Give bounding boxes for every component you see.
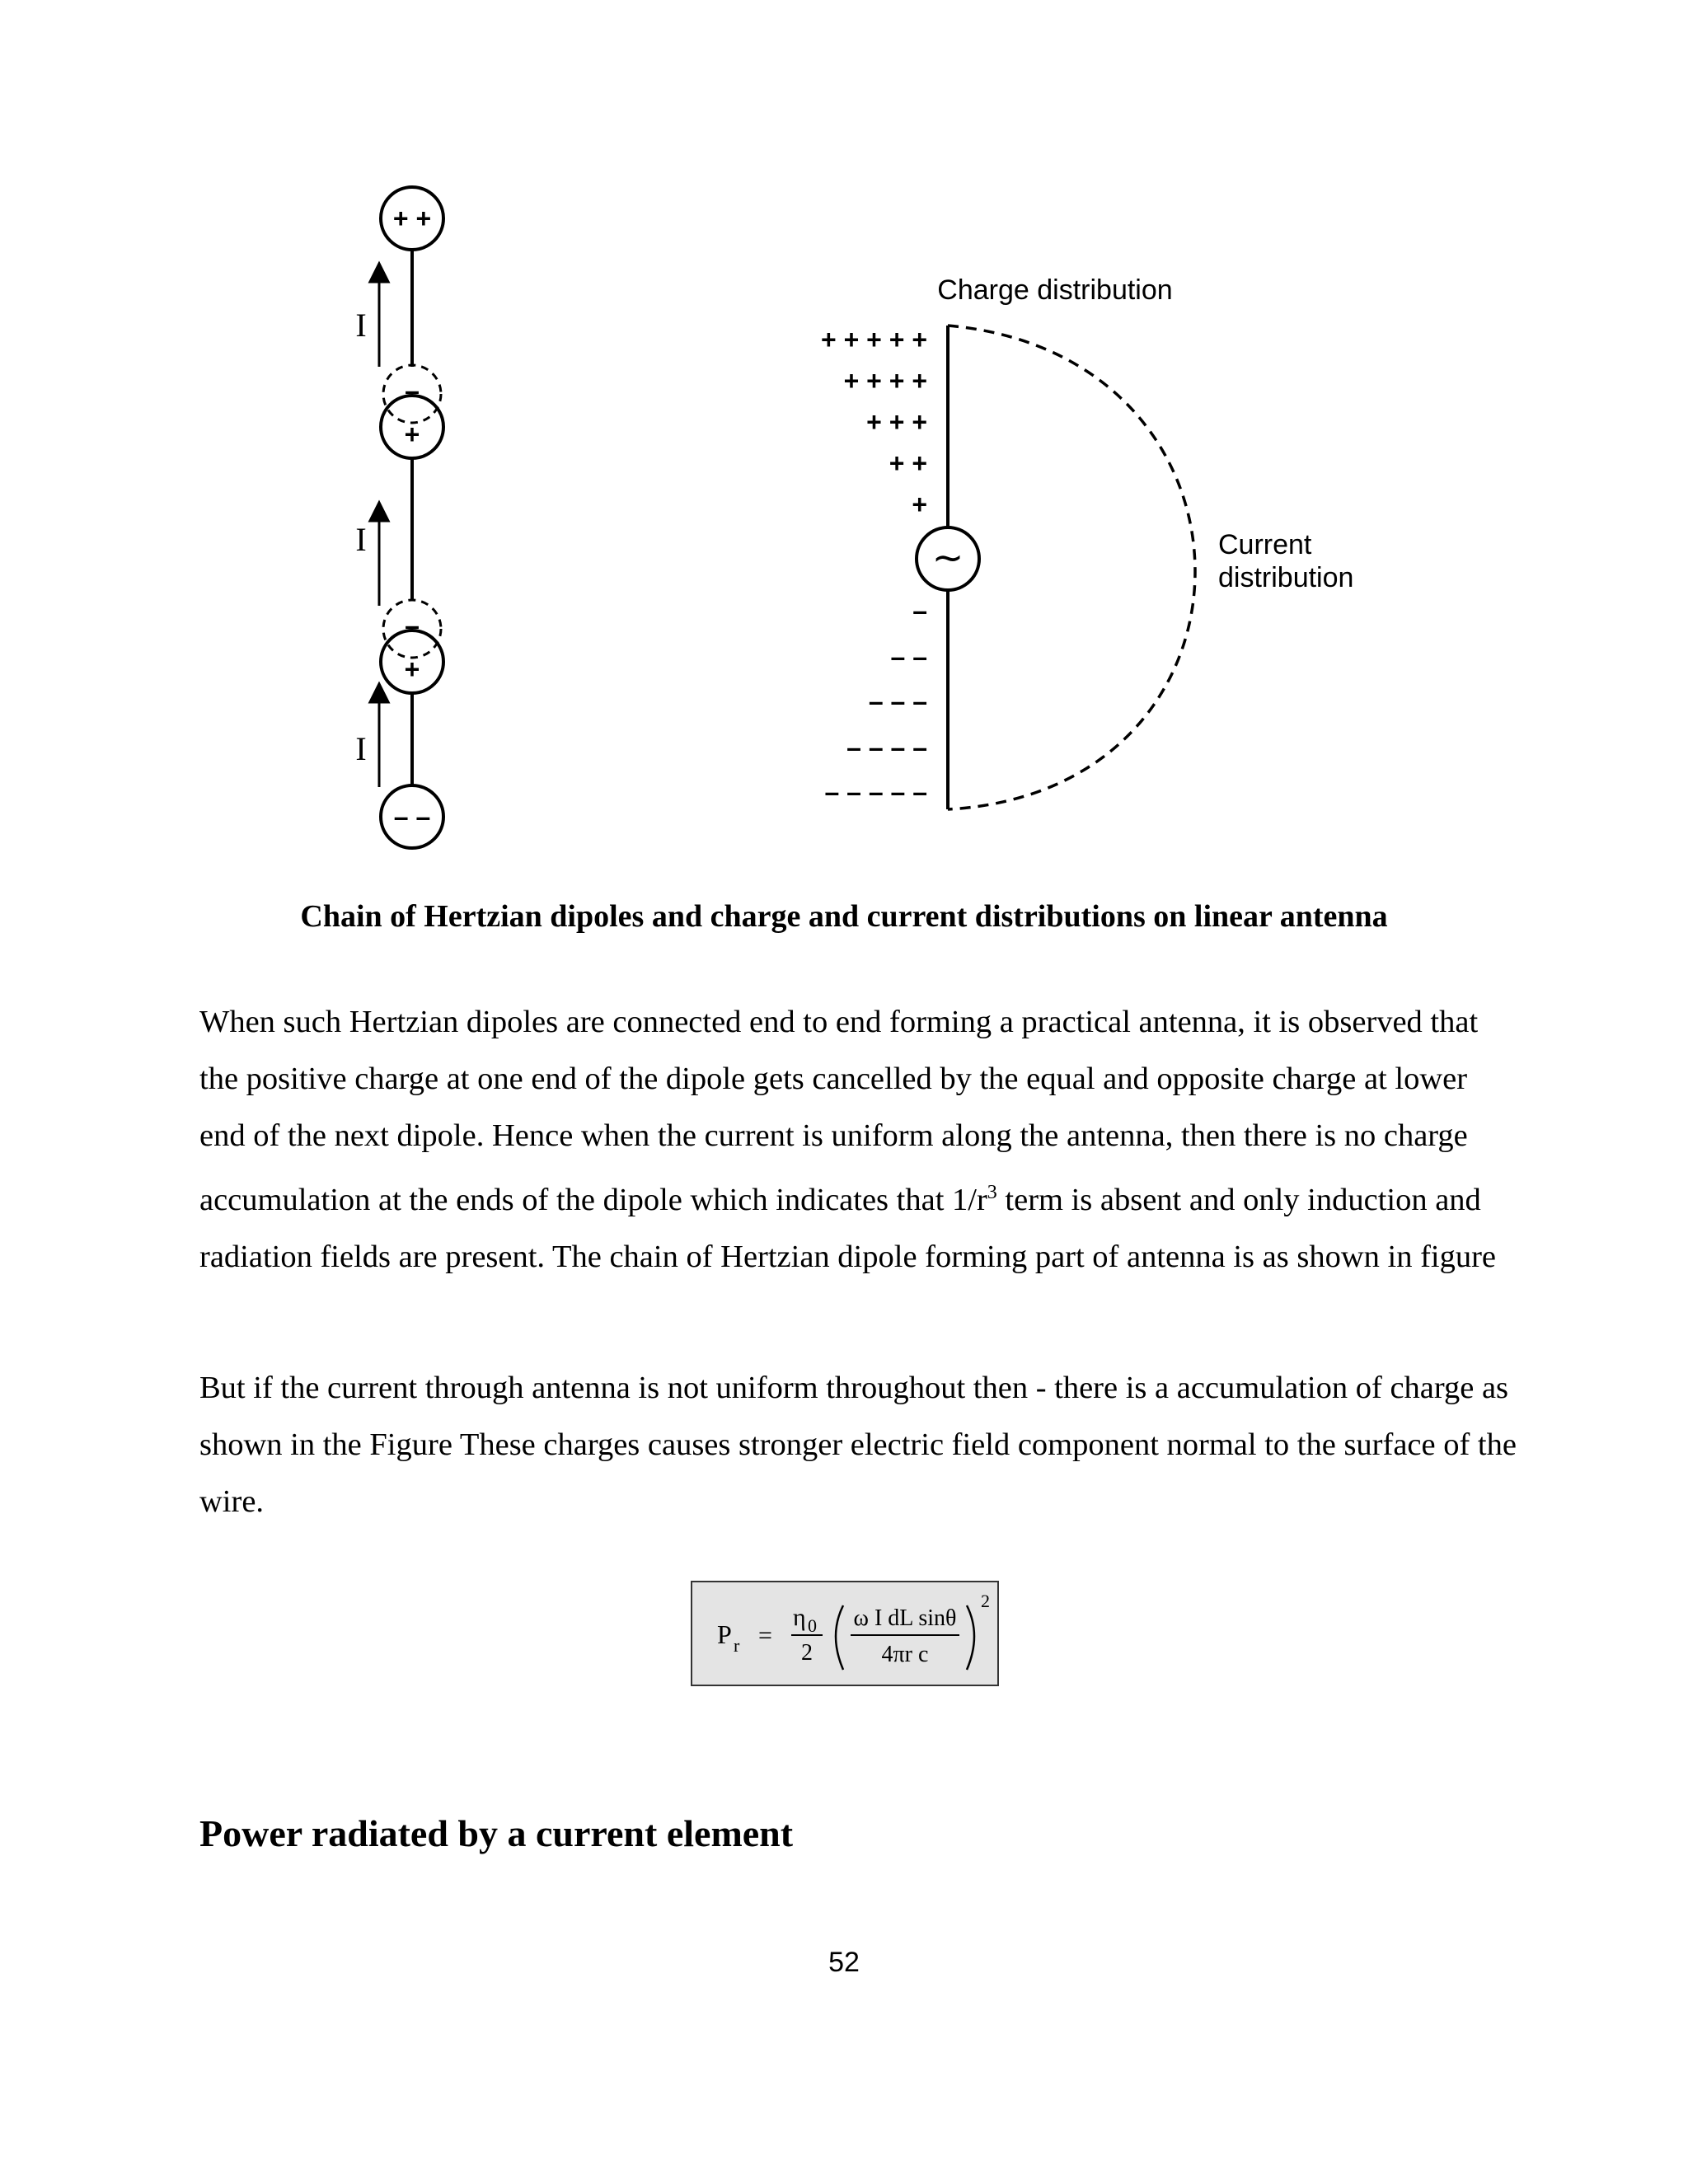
formula-inner-numerator: ω I dL sinθ <box>853 1605 957 1631</box>
negative-charge-row: – – – – <box>846 733 927 762</box>
negative-charge-row: – <box>912 596 927 626</box>
formula-eta: η <box>793 1604 806 1631</box>
negative-charge-row: – – <box>890 642 927 672</box>
positive-charge-row: + + + <box>866 407 927 437</box>
positive-charge-row: + <box>912 490 927 519</box>
charge-distribution-title: Charge distribution <box>937 274 1173 306</box>
formula-equals: = <box>758 1622 772 1649</box>
current-distribution-curve <box>948 326 1195 809</box>
dipole-plus-label: + <box>404 419 420 449</box>
power-formula <box>691 1581 999 1686</box>
positive-charge-row: + + + + + <box>821 325 927 354</box>
current-distribution-label: Current <box>1218 529 1312 560</box>
dipole-plus-label: + <box>404 654 420 684</box>
superscript-exponent: 3 <box>987 1182 997 1203</box>
formula-exponent: 2 <box>981 1591 990 1611</box>
paragraph-text: When such Hertzian dipoles are connected end to end forming a practical antenna, it is observed that the positive charge at one end of the dipole gets cancelled by the equal and opposite charge at lower end of the next dipole. Hence when the current is uniform along the antenna, then there is no charge accumulation at the ends of the dipole which indicates that 1/r <box>199 1005 1479 1217</box>
formula-inner-denominator: 4πr c <box>881 1642 929 1667</box>
positive-charge-row: + + <box>889 448 927 478</box>
formula-lhs-subscript: r <box>734 1635 740 1656</box>
dipole-chain <box>379 187 443 848</box>
paragraph-text: term is absent and only induction and radiation fields are present. The chain of Hertzian dipole forming part of antenna is as shown in figure <box>199 1182 1496 1274</box>
negative-charge-row: – – – <box>868 687 927 716</box>
ac-source-icon: ~ <box>931 535 964 579</box>
bottom-charge-label: – – <box>393 802 431 832</box>
left-paren-icon <box>836 1605 843 1670</box>
right-paren-icon <box>967 1605 974 1670</box>
dipole-minus-label: – <box>405 611 420 640</box>
figure-caption: Chain of Hertzian dipoles and charge and current distributions on linear antenna <box>300 899 1388 934</box>
page-number: 52 <box>828 1947 860 1978</box>
top-charge-label: + + <box>392 204 432 233</box>
current-label: I <box>355 730 367 767</box>
current-distribution-label: distribution <box>1218 562 1354 593</box>
body-paragraph <box>199 994 1518 1286</box>
current-label: I <box>355 521 367 558</box>
formula-eta-denominator: 2 <box>801 1640 813 1666</box>
positive-charge-row: + + + + <box>843 366 927 396</box>
body-paragraph: But if the current through antenna is not uniform throughout then - there is a accumulation of charge as shown in the Figure These charges causes stronger electric field component normal to the surface of the wire. <box>199 1371 1517 1519</box>
section-heading: Power radiated by a current element <box>199 1812 794 1854</box>
negative-charge-row: – – – – – <box>824 777 927 807</box>
current-label: I <box>355 307 367 344</box>
formula-lhs: P <box>717 1619 732 1649</box>
dipole-minus-label: – <box>405 376 420 405</box>
formula-eta-subscript: 0 <box>808 1615 817 1636</box>
antenna-figure <box>288 165 1401 907</box>
